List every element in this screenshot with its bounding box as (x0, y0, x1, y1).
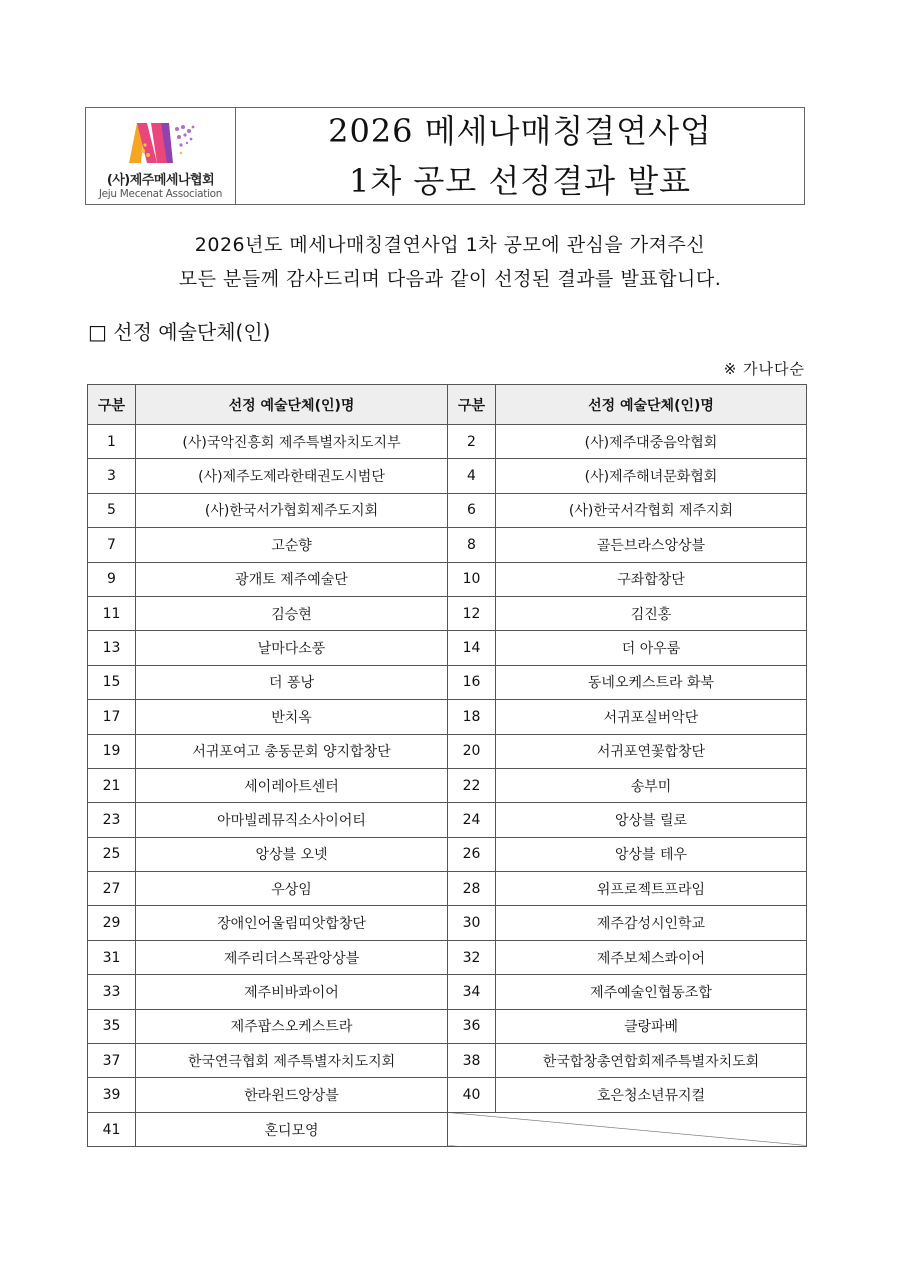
cell-name: 김진홍 (496, 596, 807, 630)
table-row (88, 528, 807, 562)
cell-name: (사)국악진흥회 제주특별자치도지부 (136, 425, 448, 459)
cell-name: 서귀포실버악단 (496, 700, 807, 734)
logo (86, 108, 236, 204)
cell-name: 세이레아트센터 (136, 768, 448, 802)
cell-name: 광개토 제주예술단 (136, 562, 448, 596)
selection-table (87, 384, 807, 1147)
cell-number: 20 (448, 734, 496, 768)
cell-number: 31 (88, 940, 136, 974)
cell-number: 27 (88, 872, 136, 906)
cell-name: 송부미 (496, 768, 807, 802)
section-heading: □ 선정 예술단체(인) (88, 320, 271, 344)
empty-cell (448, 1112, 807, 1146)
intro-text (0, 228, 900, 296)
cell-name: 앙상블 오넷 (136, 837, 448, 871)
cell-number: 11 (88, 596, 136, 630)
cell-name: 동네오케스트라 화북 (496, 665, 807, 699)
cell-number: 34 (448, 975, 496, 1009)
cell-number: 36 (448, 1009, 496, 1043)
table-row (88, 700, 807, 734)
cell-number: 22 (448, 768, 496, 802)
table-row (88, 734, 807, 768)
cell-number: 28 (448, 872, 496, 906)
col-header-number: 구분 (88, 385, 136, 425)
cell-name: 김승현 (136, 596, 448, 630)
cell-number: 4 (448, 459, 496, 493)
cell-name: 날마다소풍 (136, 631, 448, 665)
logo-name-kr: (사)제주메세나협회 (106, 173, 215, 188)
table-header-row (88, 385, 807, 425)
cell-name: 호은청소년뮤지컬 (496, 1078, 807, 1112)
cell-number: 24 (448, 803, 496, 837)
cell-name: 클랑파베 (496, 1009, 807, 1043)
cell-number: 23 (88, 803, 136, 837)
cell-number: 8 (448, 528, 496, 562)
cell-name: 제주비바콰이어 (136, 975, 448, 1009)
cell-name: 한국연극협회 제주특별자치도지회 (136, 1044, 448, 1078)
cell-name: (사)한국서각협회 제주지회 (496, 493, 807, 527)
cell-name: 제주리더스목관앙상블 (136, 940, 448, 974)
table-row (88, 493, 807, 527)
cell-number: 10 (448, 562, 496, 596)
cell-number: 15 (88, 665, 136, 699)
cell-number: 41 (88, 1112, 136, 1146)
cell-number: 14 (448, 631, 496, 665)
table-row (88, 768, 807, 802)
cell-name: 서귀포여고 총동문회 양지합창단 (136, 734, 448, 768)
cell-number: 25 (88, 837, 136, 871)
table-row (88, 631, 807, 665)
cell-name: (사)제주해녀문화협회 (496, 459, 807, 493)
table-row (88, 975, 807, 1009)
cell-number: 3 (88, 459, 136, 493)
cell-number: 6 (448, 493, 496, 527)
mecenat-logo-icon (121, 115, 201, 165)
cell-name: 아마빌레뮤직소사이어티 (136, 803, 448, 837)
title-line-1: 2026 메세나매칭결연사업 (328, 112, 712, 150)
cell-number: 17 (88, 700, 136, 734)
cell-name: 구좌합창단 (496, 562, 807, 596)
logo-name-en: Jeju Mecenat Association (98, 188, 223, 200)
table-row (88, 1112, 807, 1146)
intro-line-1: 2026년도 메세나매칭결연사업 1차 공모에 관심을 가져주신 (194, 234, 706, 256)
cell-number: 32 (448, 940, 496, 974)
cell-name: 장애인어울림띠앗합창단 (136, 906, 448, 940)
cell-name: 반치옥 (136, 700, 448, 734)
cell-name: 제주예술인협동조합 (496, 975, 807, 1009)
table-row (88, 803, 807, 837)
cell-number: 38 (448, 1044, 496, 1078)
table-row (88, 1044, 807, 1078)
cell-name: 제주감성시인학교 (496, 906, 807, 940)
cell-number: 9 (88, 562, 136, 596)
cell-number: 19 (88, 734, 136, 768)
table-row (88, 872, 807, 906)
cell-name: 고순향 (136, 528, 448, 562)
header-box (85, 107, 805, 205)
col-header-number: 구분 (448, 385, 496, 425)
cell-number: 40 (448, 1078, 496, 1112)
table-row (88, 837, 807, 871)
cell-name: 제주팝스오케스트라 (136, 1009, 448, 1043)
cell-number: 21 (88, 768, 136, 802)
cell-number: 33 (88, 975, 136, 1009)
cell-number: 39 (88, 1078, 136, 1112)
table-row (88, 459, 807, 493)
table-row (88, 906, 807, 940)
table-row (88, 1078, 807, 1112)
cell-number: 7 (88, 528, 136, 562)
cell-number: 5 (88, 493, 136, 527)
cell-name: (사)제주도제라한태권도시범단 (136, 459, 448, 493)
cell-number: 29 (88, 906, 136, 940)
cell-number: 18 (448, 700, 496, 734)
cell-number: 12 (448, 596, 496, 630)
col-header-name: 선정 예술단체(인)명 (496, 385, 807, 425)
cell-name: 서귀포연꽃합창단 (496, 734, 807, 768)
cell-number: 35 (88, 1009, 136, 1043)
cell-name: 제주보체스콰이어 (496, 940, 807, 974)
title-line-2: 1차 공모 선정결과 발표 (348, 162, 692, 200)
table-row (88, 425, 807, 459)
cell-name: (사)제주대중음악협회 (496, 425, 807, 459)
cell-number: 1 (88, 425, 136, 459)
cell-number: 37 (88, 1044, 136, 1078)
cell-name: 골든브라스앙상블 (496, 528, 807, 562)
col-header-name: 선정 예술단체(인)명 (136, 385, 448, 425)
cell-name: 앙상블 테우 (496, 837, 807, 871)
table-row (88, 665, 807, 699)
cell-name: 한국합창총연합회제주특별자치도회 (496, 1044, 807, 1078)
cell-name: 더 아우룸 (496, 631, 807, 665)
cell-name: 앙상블 릴로 (496, 803, 807, 837)
cell-name: 혼디모영 (136, 1112, 448, 1146)
intro-line-2: 모든 분들께 감사드리며 다음과 같이 선정된 결과를 발표합니다. (178, 268, 722, 290)
cell-number: 30 (448, 906, 496, 940)
table-row (88, 1009, 807, 1043)
cell-number: 16 (448, 665, 496, 699)
table-row (88, 596, 807, 630)
sort-note: ※ 가나다순 (723, 360, 805, 378)
table-row (88, 940, 807, 974)
cell-name: 우상임 (136, 872, 448, 906)
cell-name: 위프로젝트프라임 (496, 872, 807, 906)
cell-name: 더 퐁낭 (136, 665, 448, 699)
table-row (88, 562, 807, 596)
cell-name: 한라윈드앙상블 (136, 1078, 448, 1112)
cell-number: 13 (88, 631, 136, 665)
cell-name: (사)한국서가협회제주도지회 (136, 493, 448, 527)
cell-number: 2 (448, 425, 496, 459)
page-title (236, 108, 804, 204)
cell-number: 26 (448, 837, 496, 871)
